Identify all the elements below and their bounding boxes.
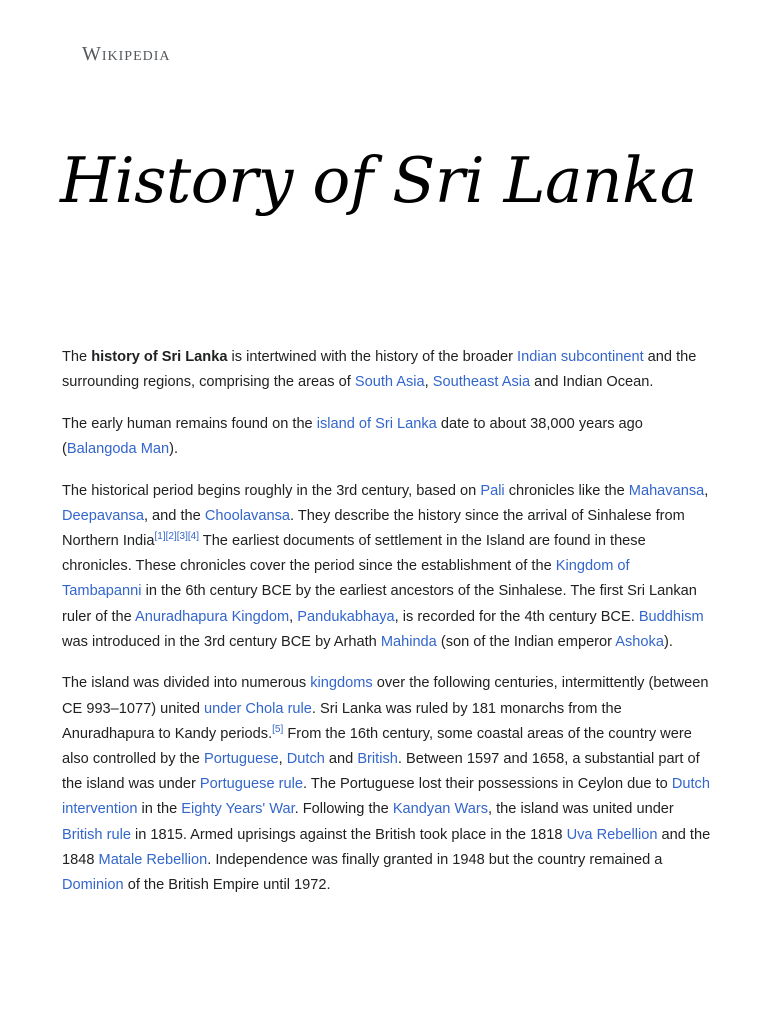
article-link[interactable]: Uva Rebellion (566, 826, 658, 843)
body-text: , the island was united under (488, 801, 674, 818)
body-text: ). (169, 441, 179, 457)
body-text: date to about 38,000 years ago ( (62, 415, 643, 457)
body-text: . They describe the history since the arrival of Sinhalese from Northern India (62, 507, 685, 549)
body-text: The (62, 349, 92, 365)
body-text: The earliest documents of settlement in the Island are found in these chronicles. These chronicles cover the period since the establishment of the (62, 533, 646, 575)
bold-text: history of Sri Lanka (91, 349, 228, 365)
body-text: (son of the Indian emperor (436, 633, 616, 650)
paragraph (62, 345, 712, 395)
body-text: in the (137, 801, 182, 818)
body-text: . Sri Lanka was ruled by 181 monarchs from the Anuradhapura to Kandy periods. (62, 700, 622, 742)
body-text: , and the (143, 507, 205, 524)
body-text: . Independence was finally granted in 1948 but the country remained a (207, 851, 663, 868)
article-link[interactable]: British rule (62, 826, 131, 843)
article-link[interactable]: Portuguese (203, 751, 279, 768)
body-text: and the 1848 (62, 826, 711, 868)
body-text: , (424, 374, 433, 391)
article-link[interactable]: Pandukabhaya (297, 608, 395, 625)
citation-ref[interactable]: [3] (176, 531, 188, 543)
body-text: , (704, 482, 709, 499)
article-link[interactable]: island of Sri Lanka (316, 415, 437, 432)
body-text: over the following centuries, intermittently (between CE 993–1077) united (62, 675, 709, 717)
article-link[interactable]: South Asia (354, 374, 425, 391)
citation-ref[interactable]: [4] (187, 531, 199, 543)
body-text: , (289, 608, 298, 625)
body-text: The historical period begins roughly in the 3rd century, based on (62, 482, 481, 499)
article-link[interactable]: Kingdom of Tambapanni (62, 558, 630, 600)
article-link[interactable]: Deepavansa (62, 507, 144, 524)
body-text: . The Portuguese lost their possessions in Ceylon due to (302, 776, 672, 793)
body-text: chronicles like the (504, 482, 629, 499)
article-link[interactable]: Balangoda Man (66, 441, 170, 457)
article-link[interactable]: British (357, 751, 398, 768)
body-text: and (324, 751, 358, 768)
body-text: , (278, 751, 287, 768)
body-text: . Between 1597 and 1658, a substantial part of the island was under (62, 751, 700, 793)
article-link[interactable]: Portuguese rule (199, 776, 303, 793)
article-link[interactable]: Choolavansa (204, 507, 291, 524)
paragraph (62, 479, 712, 655)
article-link[interactable]: Eighty Years' War (181, 801, 295, 818)
article-link[interactable]: Mahavansa (628, 482, 705, 499)
body-text: The island was divided into numerous (62, 675, 311, 692)
article-link[interactable]: kingdoms (310, 675, 373, 692)
body-text: ). (663, 633, 673, 650)
citation-ref[interactable]: [5] (272, 723, 284, 735)
paragraph (62, 412, 712, 462)
article-link[interactable]: under Chola rule (204, 700, 312, 717)
body-text: was introduced in the 3rd century BCE by Arhath (62, 633, 381, 650)
paragraph (62, 671, 712, 898)
wikipedia-wordmark[interactable]: Wikipedia (82, 43, 171, 65)
body-text: of the British Empire until 1972. (123, 877, 331, 894)
page-title: History of Sri Lanka (60, 144, 697, 217)
body-text: is intertwined with the history of the broader (227, 349, 518, 365)
article-link[interactable]: Ashoka (615, 633, 664, 650)
body-text: and the surrounding regions, comprising the areas of (62, 349, 697, 391)
article-link[interactable]: Indian subcontinent (517, 349, 644, 365)
article-link[interactable]: Buddhism (638, 608, 704, 625)
body-text: , is recorded for the 4th century BCE. (394, 608, 639, 625)
citation-ref[interactable]: [1] (154, 531, 166, 543)
body-text: in 1815. Armed uprisings against the British took place in the 1818 (130, 826, 567, 843)
article-link[interactable]: Pali (480, 482, 505, 499)
body-text: The early human remains found on the (62, 415, 317, 432)
article-link[interactable]: Dutch intervention (62, 776, 710, 818)
body-text: in the 6th century BCE by the earliest ancestors of the Sinhalese. The first Sri Lankan ruler of the (62, 583, 697, 625)
body-text: . Following the (294, 801, 393, 818)
article-link[interactable]: Kandyan Wars (392, 801, 488, 818)
citation-ref[interactable]: [2] (165, 531, 177, 543)
article-link[interactable]: Matale Rebellion (98, 851, 208, 868)
article-link[interactable]: Dominion (62, 877, 124, 894)
article-body (62, 345, 712, 915)
body-text: and Indian Ocean. (530, 374, 654, 391)
article-link[interactable]: Mahinda (380, 633, 437, 650)
body-text: From the 16th century, some coastal areas of the country were also controlled by the (62, 725, 692, 768)
article-link[interactable]: Southeast Asia (432, 374, 531, 391)
article-link[interactable]: Anuradhapura Kingdom (135, 608, 290, 625)
article-link[interactable]: Dutch (286, 751, 325, 768)
